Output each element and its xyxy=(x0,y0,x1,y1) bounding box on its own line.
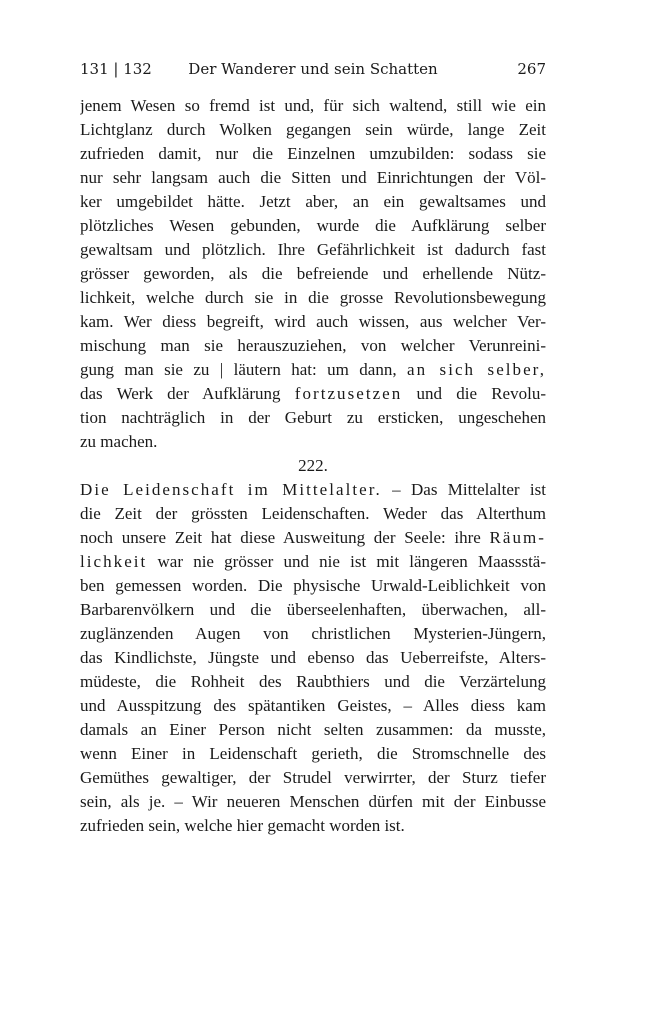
page-number: 267 xyxy=(517,60,546,78)
emphasis-spaced: Räum- xyxy=(489,528,546,547)
text-line: lichkeit, welche durch sie in die grosse Revolutionsbewegung xyxy=(80,288,546,307)
emphasis-spaced: lichkeit xyxy=(80,552,148,571)
text-line: gewaltsam und plötzlich. Ihre Gefährlichkeit ist dadurch fast xyxy=(80,240,546,259)
text-line: ker umgebildet hätte. Jetzt aber, an ein gewaltsames und xyxy=(80,192,546,211)
text-line: zuglänzenden Augen von christlichen Mysterien-Jüngern, xyxy=(80,624,546,643)
text-line: kam. Wer diess begreift, wird auch wissen, aus welcher Ver- xyxy=(80,312,546,331)
text-line xyxy=(80,526,546,550)
text-fragment: gung man sie zu | läutern hat: um dann, xyxy=(80,360,407,379)
text-line: plötzliches Wesen gebunden, wurde die Aufklärung selber xyxy=(80,216,546,235)
text-fragment: war nie grösser und nie ist mit längeren Maassstä- xyxy=(147,552,546,571)
text-line: tion nachträglich in der Geburt zu ersticken, ungeschehen xyxy=(80,408,546,427)
emphasis-spaced: fortzusetzen xyxy=(294,384,403,403)
text-line: die Zeit der grössten Leidenschaften. Weder das Alterthum xyxy=(80,504,546,523)
text-line: mischung man sie herauszuziehen, von welcher Verunreini- xyxy=(80,336,546,355)
running-head xyxy=(80,59,546,79)
text-line: Lichtglanz durch Wolken gegangen sein würde, lange Zeit xyxy=(80,120,546,139)
body-text xyxy=(80,94,546,838)
text-line: grösser geworden, als die befreiende und erhellende Nütz- xyxy=(80,264,546,283)
text-fragment: noch unsere Zeit hat diese Ausweitung der Seele: ihre xyxy=(80,528,490,547)
text-fragment: und die Revolu- xyxy=(402,384,546,403)
text-line: wenn Einer in Leidenschaft gerieth, die Stromschnelle des xyxy=(80,744,546,763)
text-line xyxy=(80,358,546,382)
text-line xyxy=(80,478,546,502)
aphorism-title: Die Leidenschaft im Mittelalter. xyxy=(80,480,382,499)
text-line: und Ausspitzung des spätantiken Geistes, – Alles diess kam xyxy=(80,696,546,715)
text-line: nur sehr langsam auch die Sitten und Einrichtungen der Völ- xyxy=(80,168,546,187)
text-line: jenem Wesen so fremd ist und, für sich waltend, still wie ein xyxy=(80,96,546,115)
text-line: ben gemessen worden. Die physische Urwald-Leiblichkeit von xyxy=(80,576,546,595)
text-line: sein, als je. – Wir neueren Menschen dürfen mit der Einbusse xyxy=(80,792,546,811)
text-fragment: das Werk der Aufklärung xyxy=(80,384,295,403)
running-title: Der Wanderer und sein Schatten xyxy=(188,60,438,78)
text-line: zufrieden damit, nur die Einzelnen umzubilden: sodass sie xyxy=(80,144,546,163)
text-line: Barbarenvölkern und die überseelenhaften, überwachen, all- xyxy=(80,600,546,619)
aphorism-number: 222. xyxy=(298,456,328,475)
text-line: das Kindlichste, Jüngste und ebenso das Ueberreifste, Alters- xyxy=(80,648,546,667)
text-line: damals an Einer Person nicht selten zusammen: da musste, xyxy=(80,720,546,739)
text-line xyxy=(80,382,546,406)
text-fragment: – Das Mittelalter ist xyxy=(381,480,546,499)
text-line xyxy=(80,550,546,574)
text-line: zufrieden sein, welche hier gemacht worden ist. xyxy=(80,816,405,835)
text-line: Gemüthes gewaltiger, der Strudel verwirrter, der Sturz tiefer xyxy=(80,768,546,787)
emphasis-spaced: an sich selber, xyxy=(406,360,546,379)
text-line: müdeste, die Rohheit des Raubthiers und die Verzärtelung xyxy=(80,672,546,691)
text-line: zu machen. xyxy=(80,432,158,451)
marginal-numbers: 131 | 132 xyxy=(80,60,152,78)
